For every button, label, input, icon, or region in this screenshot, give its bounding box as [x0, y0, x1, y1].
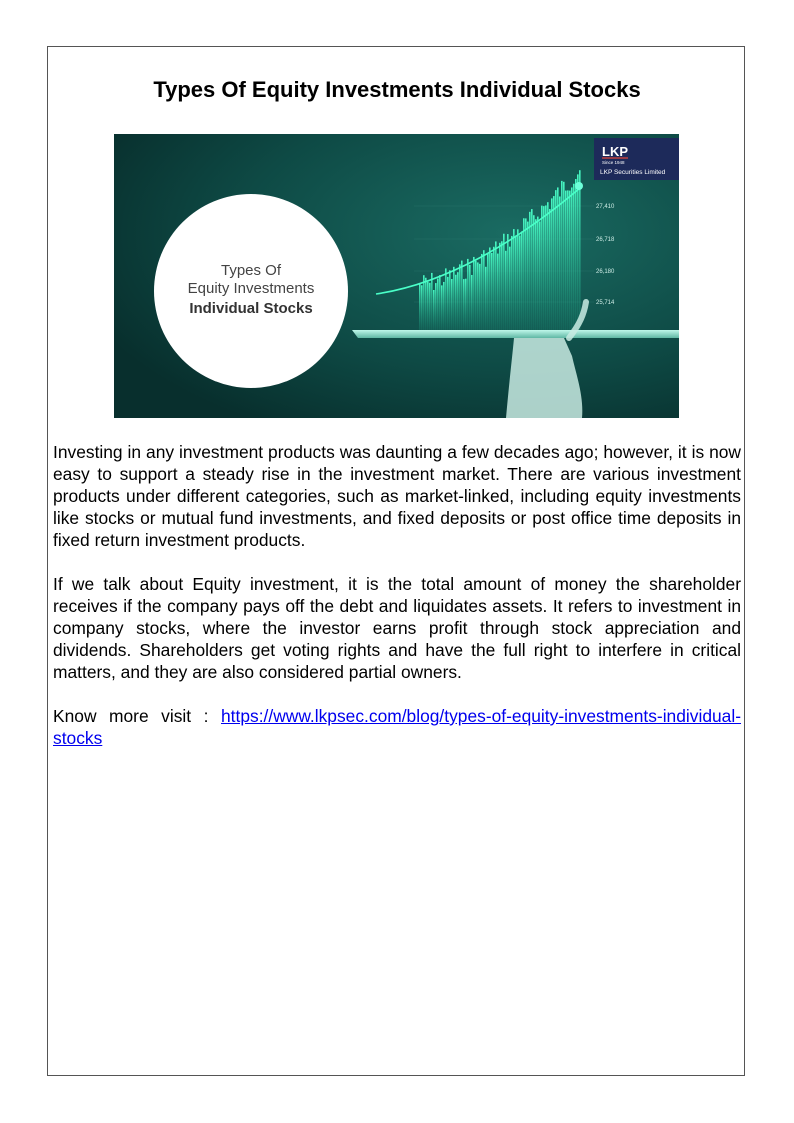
- chart-bar: [549, 209, 551, 330]
- chart-bar: [423, 275, 425, 330]
- chart-bar: [539, 221, 541, 330]
- logo-company: LKP Securities Limited: [600, 169, 666, 176]
- circle-line-2: Equity Investments: [187, 280, 315, 297]
- chart-bar: [431, 273, 433, 330]
- chart-bar: [513, 229, 515, 330]
- tick-label: 25,714: [596, 300, 615, 306]
- circle-line-3: Individual Stocks: [189, 300, 313, 317]
- paragraph-2: If we talk about Equity investment, it is the total amount of money the shareholder receives if the company pays off the debt and liquidates assets. It refers to investment in company stocks, where the investor earns profit through stock appreciation and dividends. Shareholders get voting rights and have the full right to interfere in critical matters, and they are also considered partial owners.: [53, 574, 741, 682]
- trend-point: [575, 182, 583, 190]
- chart-bar: [425, 278, 427, 330]
- chart-bar: [441, 285, 443, 330]
- banner-image: [114, 134, 679, 418]
- chart-bar: [463, 279, 465, 330]
- chart-bar: [477, 262, 479, 330]
- chart-bar: [521, 231, 523, 330]
- chart-bar: [515, 235, 517, 330]
- chart-bar: [443, 282, 445, 330]
- chart-bar: [503, 234, 505, 330]
- tablet: [352, 330, 679, 338]
- chart-bar: [517, 229, 519, 330]
- chart-bar: [575, 179, 577, 330]
- chart-bar: [509, 247, 511, 330]
- chart-bar: [469, 265, 471, 330]
- chart-bar: [479, 264, 481, 330]
- chart-bar: [543, 206, 545, 330]
- chart-bar: [453, 267, 455, 330]
- chart-bar: [527, 222, 529, 330]
- chart-bar: [569, 191, 571, 330]
- chart-bar: [457, 272, 459, 330]
- chart-bar: [529, 212, 531, 330]
- chart-bar: [459, 264, 461, 330]
- chart-bar: [419, 284, 421, 330]
- tick-label: 27,410: [596, 204, 615, 210]
- chart-bar: [467, 259, 469, 330]
- chart-bar: [523, 218, 525, 330]
- chart-bar: [573, 184, 575, 330]
- chart-bar: [447, 277, 449, 330]
- chart-bar: [491, 253, 493, 330]
- chart-bar: [525, 218, 527, 330]
- know-more-label: Know more visit :: [53, 706, 221, 726]
- chart-bar: [567, 190, 569, 330]
- chart-bar: [497, 254, 499, 330]
- chart-bar: [505, 251, 507, 330]
- chart-bar: [439, 275, 441, 330]
- tick-label: 26,718: [596, 237, 615, 243]
- chart-bar: [449, 270, 451, 330]
- chart-bar: [481, 254, 483, 330]
- chart-bar: [537, 217, 539, 330]
- chart-bar: [535, 219, 537, 330]
- chart-bar: [571, 187, 573, 330]
- chart-bar: [541, 206, 543, 330]
- logo-main: LKP: [602, 144, 628, 159]
- chart-bar: [433, 290, 435, 330]
- chart-bar: [501, 241, 503, 330]
- tick-label: 26,180: [596, 269, 615, 275]
- chart-bar: [507, 234, 509, 330]
- chart-bar: [545, 205, 547, 330]
- chart-bar: [551, 198, 553, 330]
- chart-bar: [557, 187, 559, 330]
- chart-bar: [563, 182, 565, 330]
- chart-bar: [471, 275, 473, 330]
- chart-bar: [421, 285, 423, 330]
- chart-bar: [445, 268, 447, 330]
- page-title: Types Of Equity Investments Individual Stocks: [153, 77, 641, 102]
- chart-bar: [553, 196, 555, 330]
- chart-bar: [579, 170, 581, 330]
- chart-bar: [533, 215, 535, 330]
- chart-bar: [531, 209, 533, 330]
- chart-bar: [429, 283, 431, 330]
- chart-bar: [465, 279, 467, 330]
- chart-bar: [473, 257, 475, 330]
- circle-line-1: Types Of: [220, 262, 282, 279]
- chart-bar: [577, 174, 579, 330]
- body-content: [53, 441, 741, 771]
- chart-bar: [555, 190, 557, 330]
- chart-bar: [519, 235, 521, 330]
- chart-bar: [461, 261, 463, 330]
- chart-bar: [435, 283, 437, 330]
- paragraph-1: Investing in any investment products was daunting a few decades ago; however, it is now easy to support a steady rise in the investment market. There are various investment products under different categories, such as market-linked, including equity investments like stocks or mutual fund investments, and fixed deposits or post office time deposits in fixed return investment products.: [53, 442, 741, 550]
- chart-bar: [437, 279, 439, 330]
- chart-bar: [565, 191, 567, 330]
- chart-bar: [485, 267, 487, 330]
- chart-bar: [547, 202, 549, 330]
- chart-bar: [451, 279, 453, 330]
- chart-bar: [455, 275, 457, 330]
- chart-bar: [511, 236, 513, 330]
- chart-bar: [559, 196, 561, 330]
- chart-bar: [495, 241, 497, 330]
- article-link[interactable]: https://www.lkpsec.com/blog/types-of-equity-investments-individual-stocks: [53, 706, 741, 748]
- know-more-line: [53, 705, 741, 749]
- chart-bar: [493, 247, 495, 330]
- logo-since: Since 1948: [602, 160, 625, 165]
- chart-bar: [487, 254, 489, 330]
- chart-bar: [427, 282, 429, 330]
- chart-bar: [475, 261, 477, 330]
- chart-bar: [483, 250, 485, 330]
- chart-bar: [499, 243, 501, 330]
- chart-bar: [489, 247, 491, 330]
